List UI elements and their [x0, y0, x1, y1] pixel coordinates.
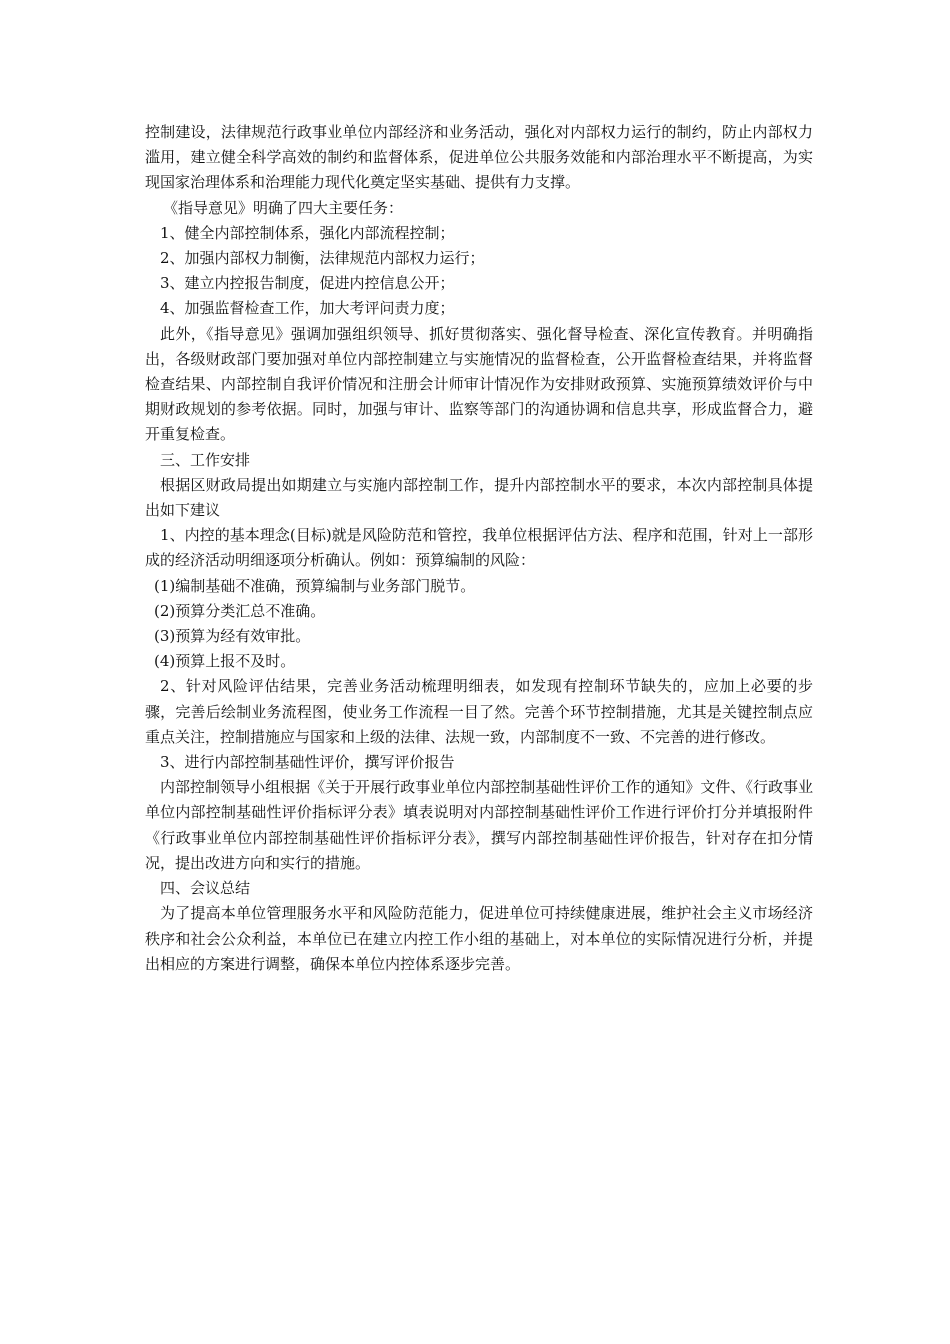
section-heading-work-arrangement: 三、工作安排 [160, 450, 251, 469]
task-item-3: 3、建立内控报告制度，促进内控信息公开； [160, 274, 455, 293]
task-item-1: 1、健全内部控制体系，强化内部流程控制； [160, 223, 455, 242]
paragraph-evaluation: 内部控制领导小组根据《关于开展行政事业单位内部控制基础性评价工作的通知》文件、《行政事业单位内部控制基础性评价指标评分表》填表说明对内部控制基础性评价工作进行评价打分并填报附件《行政事业单位内部控制基础性评价指标评分表》，撰写内部控制基础性评价报告，针对存在扣分情况，提出改进方向和实行的措施。 [145, 778, 813, 872]
risk-item-4: (4)预算上报不及时。 [154, 652, 296, 671]
paragraph-tasks-intro: 《指导意见》明确了四大主要任务： [163, 198, 404, 217]
risk-item-1: (1)编制基础不准确，预算编制与业务部门脱节。 [154, 576, 476, 595]
suggestion-item-1: 1、内控的基本理念(目标)就是风险防范和管控，我单位根据评估方法、程序和范围，针对上一部形成的经济活动明细逐项分析确认。例如：预算编制的风险： [145, 526, 813, 570]
risk-item-3: (3)预算为经有效审批。 [154, 627, 311, 646]
task-item-4: 4、加强监督检查工作，加大考评问责力度； [160, 299, 455, 318]
suggestion-item-2: 2、针对风险评估结果，完善业务活动梳理明细表，如发现有控制环节缺失的，应加上必要的步骤，完善后绘制业务流程图，使业务工作流程一目了然。完善个环节控制措施，尤其是关键控制点应重点关注，控制措施应与国家和上级的法律、法规一致，内部制度不一致、不完善的进行修改。 [145, 677, 813, 746]
risk-item-2: (2)预算分类汇总不准确。 [154, 601, 326, 620]
section-heading-summary: 四、会议总结 [160, 879, 251, 898]
paragraph-suggestions-intro: 根据区财政局提出如期建立与实施内部控制工作，提升内部控制水平的要求，本次内部控制具体提出如下建议 [145, 475, 813, 520]
suggestion-item-3: 3、进行内部控制基础性评价，撰写评价报告 [160, 753, 455, 772]
paragraph-intro-continued: 控制建设，法律规范行政事业单位内部经济和业务活动，强化对内部权力运行的制约，防止内部权力滥用，建立健全科学高效的制约和监督体系，促进单位公共服务效能和内部治理水平不断提高，为实现国家治理体系和治理能力现代化奠定坚实基础、提供有力支撑。 [145, 123, 813, 192]
document-page [145, 120, 813, 977]
paragraph-additional: 此外，《指导意见》强调加强组织领导、抓好贯彻落实、强化督导检查、深化宣传教育。并明确指出，各级财政部门要加强对单位内部控制建立与实施情况的监督检查，公开监督检查结果，并将监督检查结果、内部控制自我评价情况和注册会计师审计情况作为安排财政预算、实施预算绩效评价与中期财政规划的参考依据。同时，加强与审计、监察等部门的沟通协调和信息共享，形成监督合力，避开重复检查。 [145, 324, 813, 444]
paragraph-summary: 为了提高本单位管理服务水平和风险防范能力，促进单位可持续健康进展，维护社会主义市场经济秩序和社会公众利益，本单位已在建立内控工作小组的基础上，对本单位的实际情况进行分析，并提出相应的方案进行调整，确保本单位内控体系逐步完善。 [145, 904, 813, 973]
task-item-2: 2、加强内部权力制衡，法律规范内部权力运行； [160, 249, 485, 268]
